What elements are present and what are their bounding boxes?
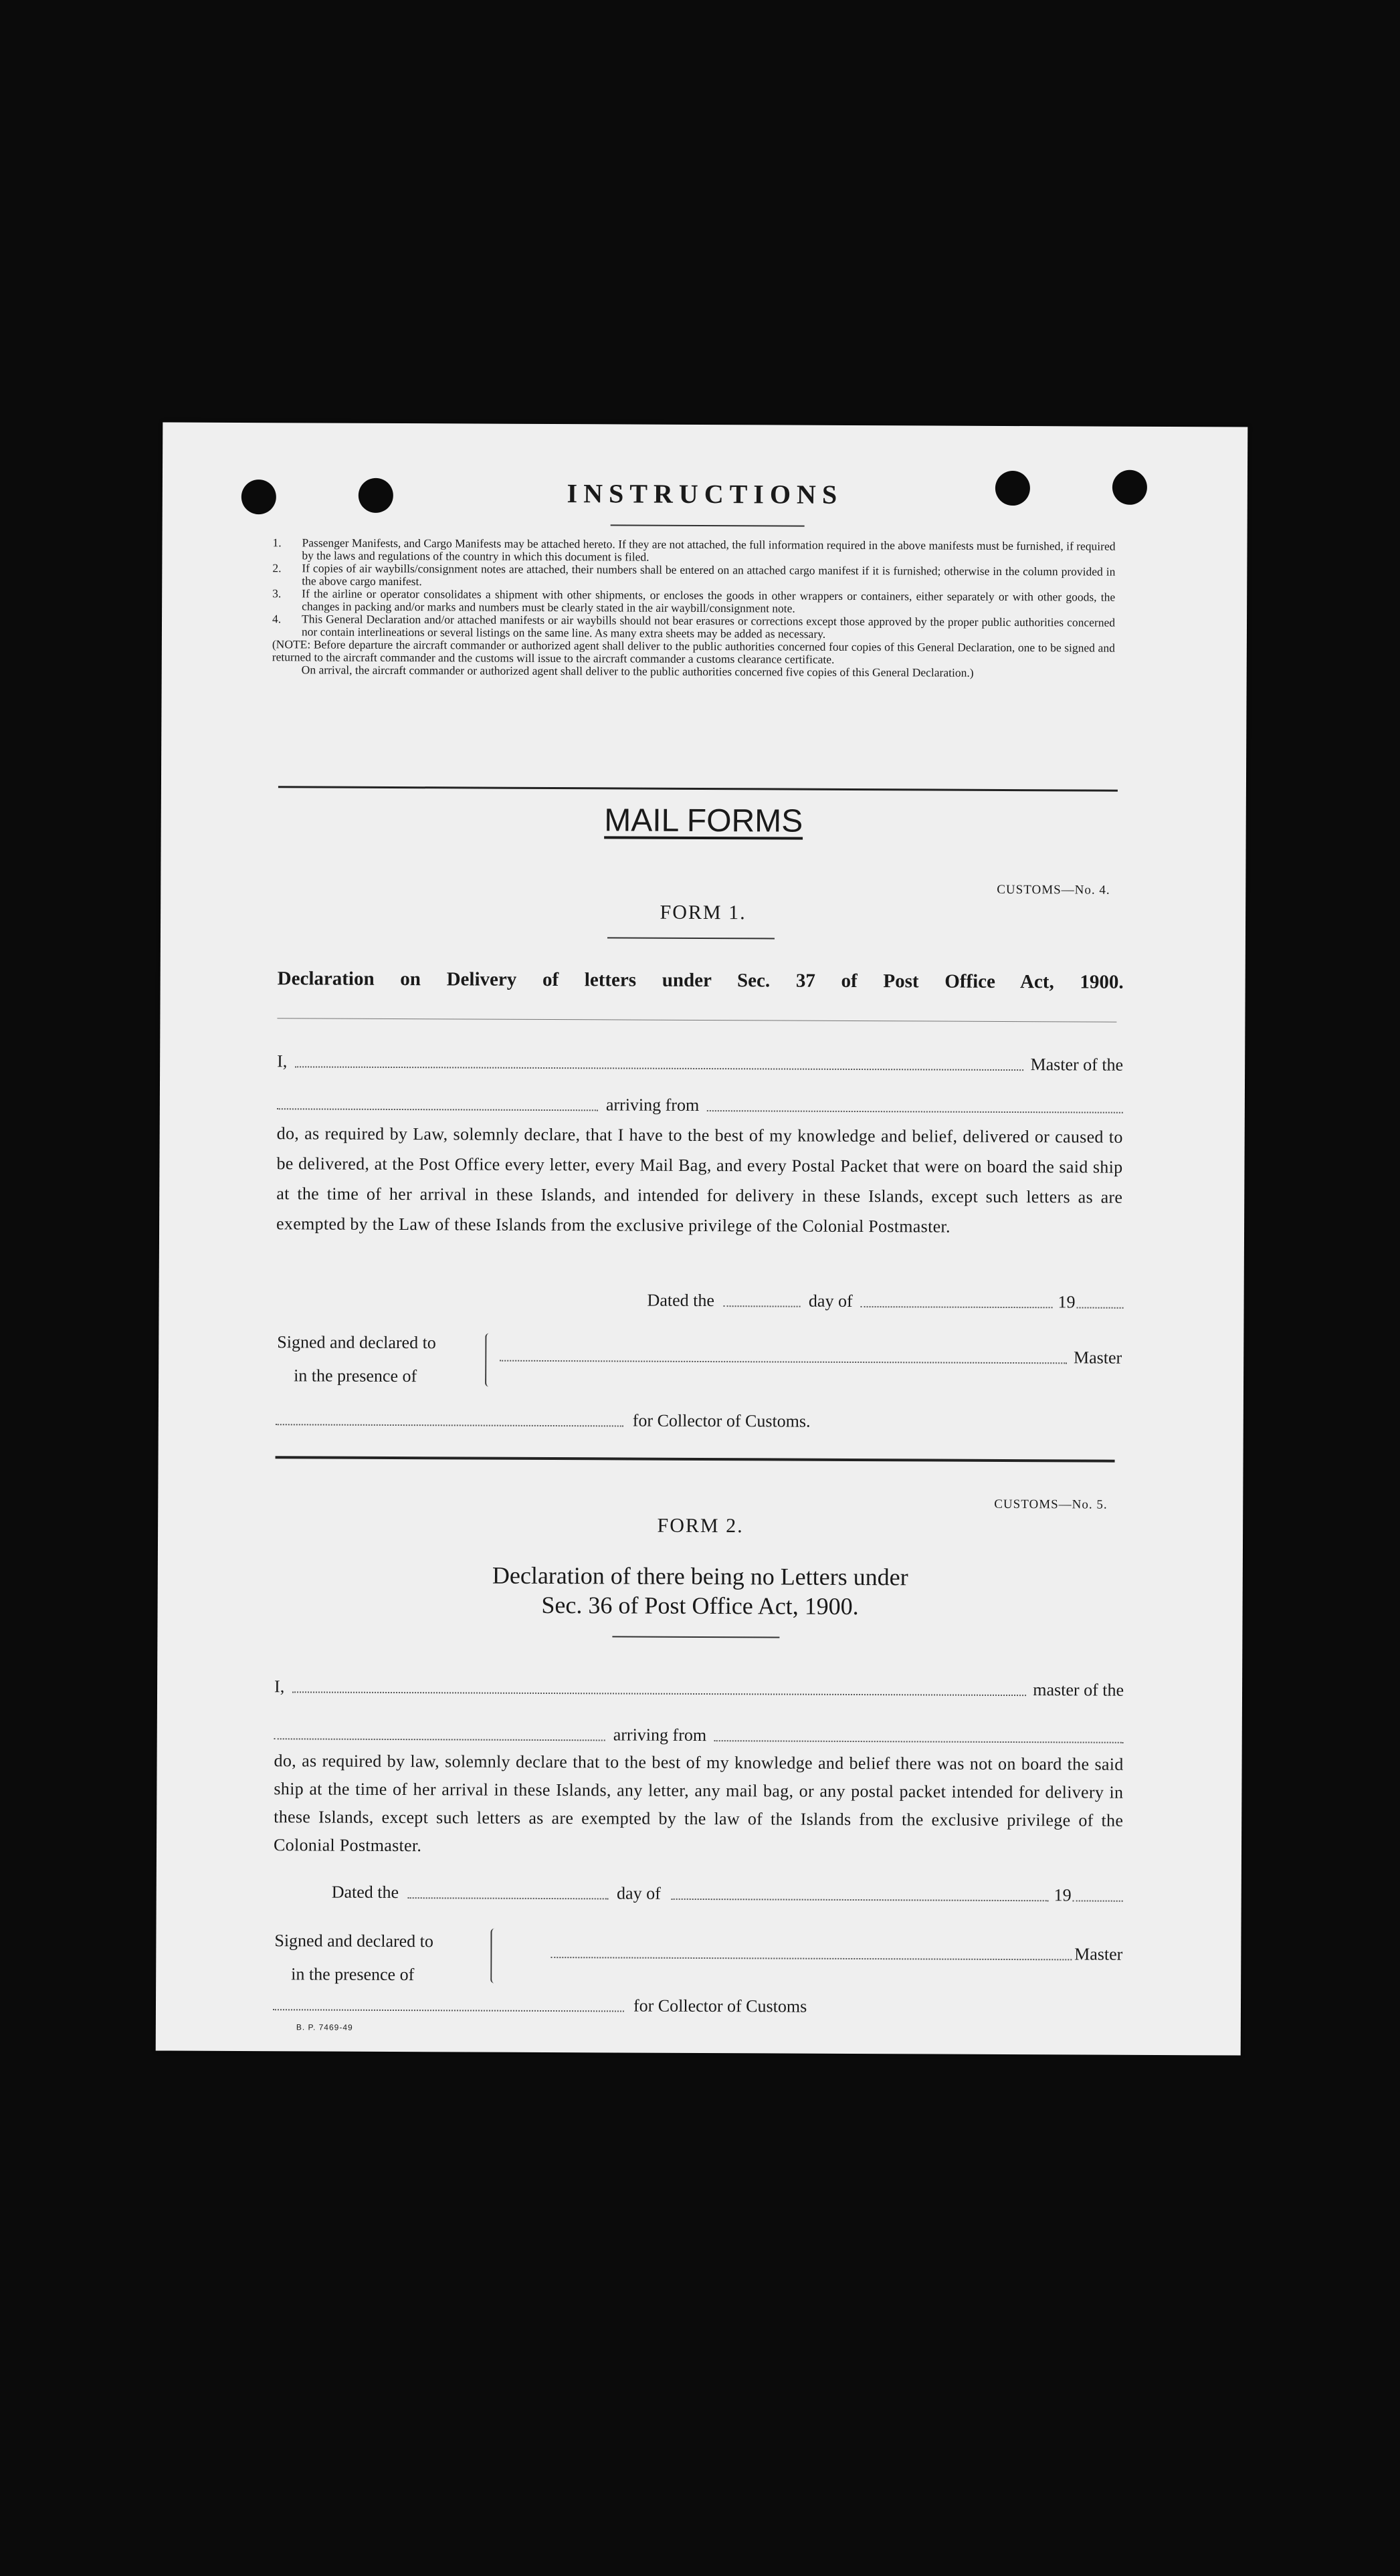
divider <box>607 937 775 939</box>
divider <box>611 524 805 526</box>
arriving-line: arriving from <box>274 1723 1124 1747</box>
brace <box>485 1333 496 1387</box>
collector-signature-field[interactable] <box>276 1424 623 1426</box>
declarant-line: I, master of the <box>274 1677 1124 1700</box>
master-signature-field[interactable] <box>500 1360 1067 1364</box>
section-divider <box>276 1456 1115 1462</box>
year-field[interactable] <box>1077 1307 1124 1308</box>
origin-field[interactable] <box>707 1110 1123 1113</box>
declaration-body: do, as required by law, solemnly declare that to the best of my knowledge and belief there was not on board the said ship at the time of her arrival in these Islands, any letter, any mail bag, or any postal packet intended for delivery in these Islands, except such letters as are exempted by the law of the Islands from the exclusive privilege of the Colonial Postmaster. <box>273 1751 1124 1856</box>
month-field[interactable] <box>672 1899 1049 1901</box>
divider <box>277 1018 1116 1022</box>
name-field[interactable] <box>295 1066 1023 1071</box>
instruction-item: 4. This General Declaration and/or attached manifests or air waybills should not bear erasures or corrections except those approved by the proper public authorities concerned nor contain interlineations or several listings on the same line. As many extra sheets may be added as necessary. <box>272 612 1116 641</box>
collector-line: for Collector of Customs <box>273 1994 841 2017</box>
form-title: FORM 1. <box>660 901 746 924</box>
print-code: B. P. 7469-49 <box>296 2022 353 2032</box>
collector-line: for Collector of Customs. <box>276 1409 851 1432</box>
customs-number: CUSTOMS—No. 4. <box>997 882 1110 897</box>
instruction-item: 2. If copies of air waybills/consignment notes are attached, their numbers shall be entered on an attached cargo manifest if it is furnished; otherwise in the column provided in the above cargo manifest. <box>272 561 1116 588</box>
master-signature-line: Master <box>500 1346 1122 1368</box>
collector-signature-field[interactable] <box>273 2009 624 2012</box>
signed-label: Signed and declared to in the presence of <box>274 1931 434 1985</box>
instruction-item: 3. If the airline or operator consolidates a shipment with other shipments, or encloses the goods in other wrappers or containers, either separately or with other goods, the changes in packing and/or marks and numbers must be clearly stated in the air waybill/consignment note. <box>272 586 1116 615</box>
day-field[interactable] <box>408 1897 609 1899</box>
declaration-heading: Declaration of there being no Letters under Sec. 36 of Post Office Act, 1900. <box>492 1562 908 1620</box>
dated-line: Dated the day of 19 <box>332 1883 1123 1906</box>
ship-name-field[interactable] <box>277 1108 598 1111</box>
declarant-line: I, Master of the <box>277 1051 1124 1075</box>
master-signature-field[interactable] <box>551 1957 1072 1960</box>
instruction-note: (NOTE: Before departure the aircraft commander or authorized agent shall deliver to the public authorities concerned four copies of this General Declaration, one to be signed and returned to the aircraft commander and the customs will issue to the aircraft commander a customs clearance certificate. On arrival, the aircraft commander or authorized agent shall deliver to the public authorities concerned five copies of this General Declaration.) <box>272 637 1115 679</box>
origin-field[interactable] <box>714 1740 1124 1743</box>
dated-line: Dated the day of 19 <box>647 1291 1124 1313</box>
declaration-heading: Declaration on Delivery of letters under Sec. 37 of Post Office Act, 1900. <box>277 968 1124 993</box>
brace <box>490 1929 501 1983</box>
section-divider <box>278 786 1118 791</box>
signed-label: Signed and declared to in the presence of <box>277 1332 436 1386</box>
divider <box>612 1636 779 1638</box>
instructions-list <box>272 536 1116 679</box>
document-page <box>156 422 1248 2055</box>
mail-forms-title: MAIL FORMS <box>604 802 803 839</box>
arriving-line: arriving from <box>277 1093 1123 1117</box>
customs-number: CUSTOMS—No. 5. <box>994 1497 1108 1512</box>
instructions-title: INSTRUCTIONS <box>567 478 843 510</box>
year-field[interactable] <box>1073 1900 1123 1901</box>
day-field[interactable] <box>724 1305 801 1307</box>
declaration-body: do, as required by Law, solemnly declare, that I have to the best of my knowledge and belief, delivered or caused to be delivered, at the Post Office every letter, every Mail Bag, and every Postal Packet that were on board the said ship at the time of her arrival in these Islands, and intended for delivery in these Islands, except such letters as are exempted by the Law of these Islands from the exclusive privilege of the Colonial Postmaster. <box>276 1123 1123 1237</box>
ship-name-field[interactable] <box>274 1738 605 1741</box>
instruction-item: 1. Passenger Manifests, and Cargo Manifests may be attached hereto. If they are not attached, the full information required in the above manifests must be furnished, if required by the laws and regulations of the country in which this document is filed. <box>272 536 1116 564</box>
master-signature-line: Master <box>551 1942 1122 1965</box>
form-title: FORM 2. <box>657 1514 744 1537</box>
month-field[interactable] <box>861 1306 1053 1308</box>
name-field[interactable] <box>292 1691 1026 1696</box>
